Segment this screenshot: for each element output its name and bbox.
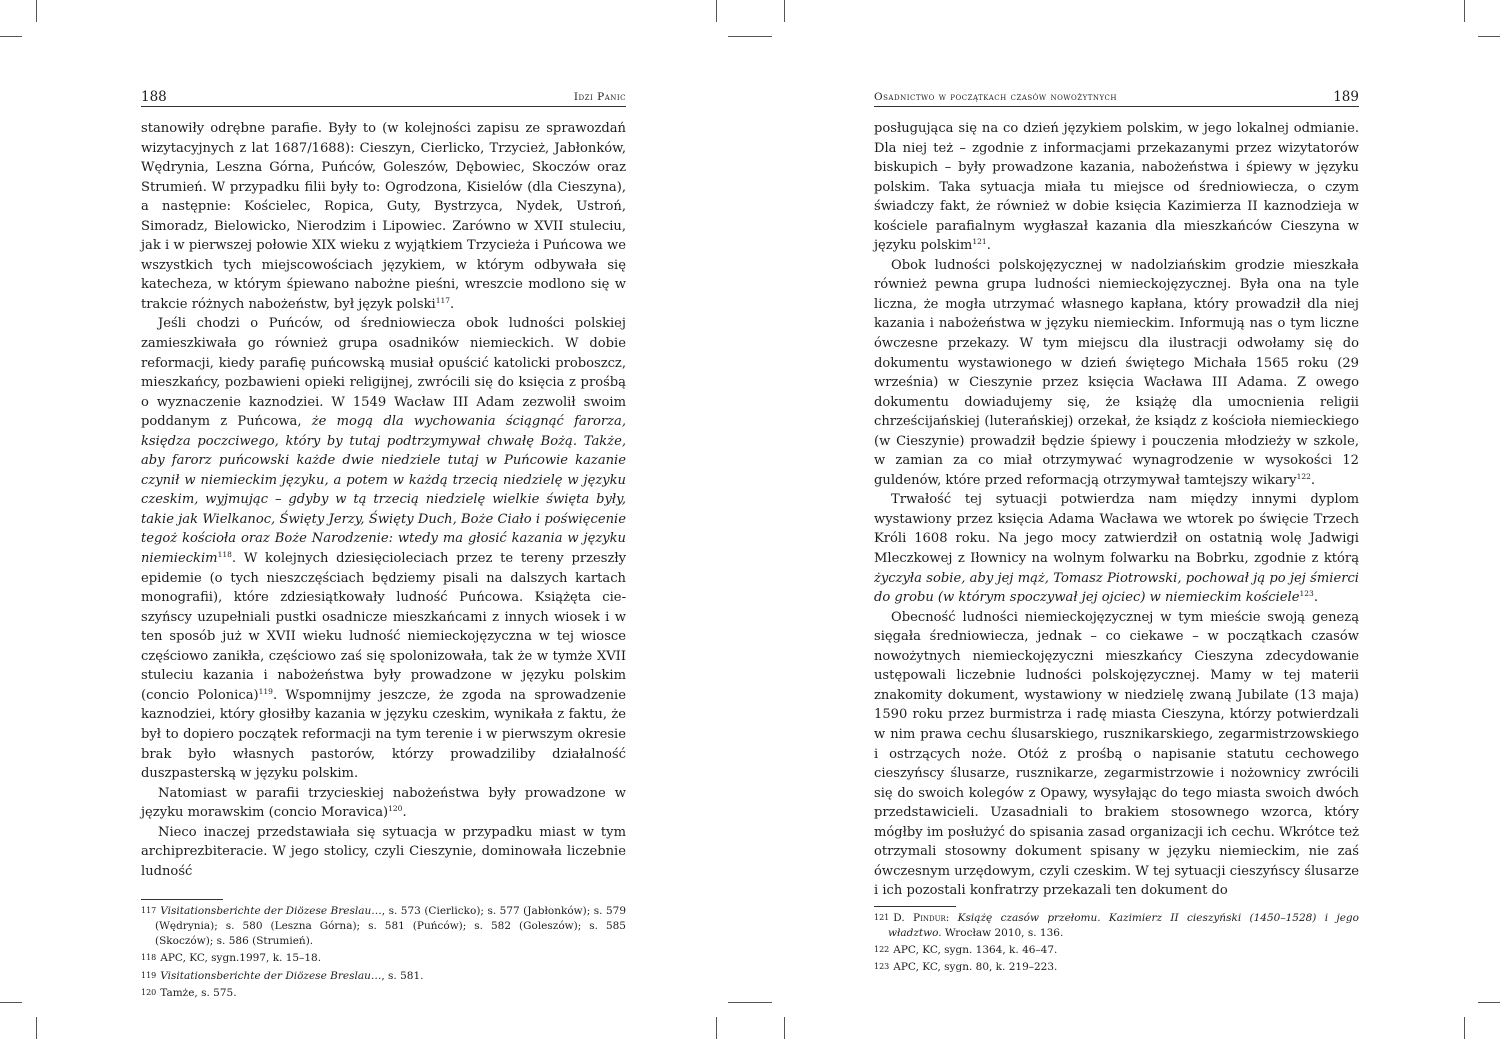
footnote — [874, 911, 1359, 941]
body-text — [874, 119, 1359, 901]
footnote — [874, 960, 1359, 975]
crop-mark — [784, 0, 785, 22]
crop-mark — [1478, 36, 1500, 37]
crop-mark — [36, 1017, 37, 1039]
footnote-text: APC, KC, sygn.1997, k. 15–18. — [160, 952, 322, 965]
paragraph: stanowiły odrębne parafie. Były to (w kolejności zapisu ze sprawozdań wizytacyjnych z lat 1687/1688): Cieszyn, Cierlicko, Trzycież, Jabłonków, Wędrynia, Leszna Górna, Puńców, Goleszów, Dębowiec, Skoczów oraz Strumień. W przypadku filii były to: Ogrodzona, Kisielów (dla Cieszyna), a następnie: Kościelec, Ropica, Guty, Bystrzyca, Nydek, Ustroń, Simoradz, Bielowicko, Nierodzim i Lipowiec. Zarówno w XVII stuleciu, jak i w pierwszej połowie XIX wieku z wyjątkiem Trzycieża i Puńcowa we wszystkich tych miejscowościach językiem, w którym odbywała się katecheza, w którym śpiewano nabożne pieśni, wreszcie modlono się w trakcie różnych nabożeństw, był język polski$^{117}$. — [141, 121, 626, 312]
crop-mark — [750, 36, 772, 37]
paragraph: Obok ludności polskojęzycznej w nadolziańskim grodzie mieszkała również pewna grupa ludności niemieckojęzycznej. Była ona na tyle liczna, że mogła utrzymać własnego kapłana, który prowadził dla niej kazania i nabożeństwa w języku niemieckim. Informują nas o tym liczne ówczesne przekazy. W tym miejscu dla ilustracji odwołamy się do dokumentu wystawionego w dzień świętego Michała 1565 roku (29 września) w Cieszynie przez księcia Wacława III Adama. Z owego dokumentu dowiadujemy się, że książę dla umocnienia religii chrześcijańskiej (luterańskiej) orzekał, że ksiądz z kościoła niemieckiego (w Cieszynie) prowadził będzie śpiewy i pouczenia młodzieży w szkole, w zamian za co miał otrzymywać wynagrodzenie w wysokości 12 guldenów, które przed reformacją otrzymywał tamtejszy wikary$^{122}$. — [874, 257, 1359, 488]
right-page — [874, 86, 1359, 978]
footnote — [141, 904, 626, 948]
paragraph: Trwałość tej sytuacji potwierdza nam między innymi dyplom wystawiony przez księcia Adama Wacława we wtorek po święcie Trzech Króli 1608 roku. Na jego mocy zatwierdził on ostatnią wolę Jadwigi Mleczkowej z Iłownicy na wolnym folwarku na Bobrku, zgodnie z którą życzyła sobie, aby jej mąż, Tomasz Piotrowski, pochował ją po jej śmierci do grobu (w którym spoczywał jej ojciec) w niemieckim kościele$^{123}$. — [874, 492, 1359, 606]
paragraph: Nieco inaczej przedstawiała się sytuacja w przypadku miast w tym archiprezbiteracie. W jego stolicy, czyli Cieszynie, dominowała liczebnie ludność — [141, 824, 626, 879]
left-page — [141, 86, 626, 1003]
paragraph: Obecność ludności niemieckojęzycznej w tym mieście swoją genezą sięgała średniowiecza, jednak – co ciekawe – w początkach czasów nowożytnych niemieckojęzyczni mieszkańcy Cieszyna zdecydowanie ustępowali liczebnie ludności polskojęzycznej. Mamy w tej materii znakomity dokument, wystawiony w niedzielę zwaną Jubilate (13 maja) 1590 roku przez burmistrza i radę miasta Cieszyna, którzy potwierdzali w nim prawa cechu ślusarskiego, rusznikarskiego, zegarmistrzowskiego i ostrzących noże. Otóż z prośbą o napisanie statutu cechowego cieszyńscy ślusarze, rusznikarze, zegarmistrzowie i nożownicy zwrócili się do swoich kolegów z Opawy, wysyłając do tego miasta swoich dwóch przedstawicieli. Uzasadniali to brakiem stosownego wzorca, który mógłby im posłużyć do spisania zasad organizacji ich cechu. Wkrótce też otrzymali stosowny dokument spisany w języku niemieckim, nie zaś ówczesnym urzędowym, czyli czeskim. W tej sytuacji cieszyńscy ślusarze i ich pozostali konfratrzy przekazali ten dokument do — [874, 609, 1359, 899]
footnote-text: Tamże, s. 575. — [160, 986, 237, 999]
footnote-text: APC, KC, sygn. 1364, k. 46–47. — [893, 943, 1058, 956]
crop-mark — [784, 1017, 785, 1039]
footnote-text: Visitationsberichte der Diözese Breslau…, s. 573 (Cierlicko); s. 577 (Jabłonków); s. 579 (Wędrynia); s. 580 (Leszna Górna); s. 581 (Puńców); s. 582 (Goleszów); s. 585 (Skoczów); s. 586 (Strumień). — [155, 905, 626, 947]
crop-mark — [728, 36, 750, 37]
footnote — [874, 943, 1359, 958]
footnote — [141, 951, 626, 966]
paragraph: Natomiast w parafii trzycieskiej nabożeństwa były prowadzone w języku morawskim (concio Moravica)$^{120}$. — [141, 785, 626, 821]
crop-mark — [1464, 1017, 1465, 1039]
page-number: 188 — [141, 89, 167, 105]
footnote-text: Visitationsberichte der Diözese Breslau…, s. 581. — [160, 969, 424, 982]
crop-mark — [1478, 1002, 1500, 1003]
crop-mark — [728, 1002, 750, 1003]
footnote-text: D. Pindur: Książę czasów przełomu. Kazimierz II cieszyński (1450–1528) i jego władztwo. Wrocław 2010, s. 136. — [888, 911, 1359, 939]
footnote-separator — [141, 899, 223, 900]
running-head-chapter: Osadnictwo w początkach czasów nowożytnych — [874, 91, 1117, 103]
running-head — [141, 86, 626, 107]
footnote-number: 118 — [141, 953, 157, 963]
crop-mark — [716, 1017, 717, 1039]
footnote-text: APC, KC, sygn. 80, k. 219–223. — [893, 961, 1058, 974]
body-text — [141, 119, 626, 881]
running-head — [874, 86, 1359, 107]
crop-mark — [750, 1002, 772, 1003]
running-head-author: Idzi Panic — [573, 91, 626, 103]
footnote-number: 120 — [141, 987, 157, 997]
crop-mark — [1464, 0, 1465, 22]
footnote — [141, 969, 626, 984]
footnote-number: 117 — [141, 906, 157, 916]
crop-mark — [0, 1002, 22, 1003]
footnotes — [874, 911, 1359, 975]
footnote — [141, 986, 626, 1001]
crop-mark — [0, 36, 22, 37]
crop-mark — [36, 0, 37, 22]
footnote-number: 122 — [874, 944, 890, 954]
footnote-number: 119 — [141, 970, 157, 980]
footnote-number: 123 — [874, 962, 890, 972]
page-number: 189 — [1333, 89, 1359, 105]
crop-mark — [716, 0, 717, 22]
footnote-separator — [874, 906, 956, 907]
footnotes — [141, 904, 626, 1000]
paragraph: posługująca się na co dzień językiem polskim, w jego lokalnej odmianie. Dla niej też – zgodnie z informacjami przekazanymi przez wizytatorów biskupich – były prowadzone kazania, nabożeństwa i śpiewy w języku polskim. Taka sytuacja miała tu miejsce od średniowiecza, o czym świadczy fakt, że również w dobie księcia Kazimierza II kaznodzieja w kościele parafialnym wygłaszał kazania dla mieszkańców Cieszyna w języku polskim$^{121}$. — [874, 121, 1359, 254]
paragraph: Jeśli chodzi o Puńców, od średniowiecza obok ludności polskiej zamieszkiwała go również grupa osadników niemieckich. W dobie reformacji, kiedy parafię puńcowską musiał opuścić katolicki proboszcz, mieszkańcy, pozbawieni opieki religijnej, zwrócili się do księcia z prośbą o wyznaczenie kaznodziei. W 1549 Wacław III Adam zezwolił swoim poddanym z Puńcowa, że mogą dla wychowania ściągnąć farorza, księdza poczciwego, który by tutaj podtrzymywał chwałę Bożą. Także, aby farorz puńcowski każde dwie niedziele tutaj w Puńcowie kazanie czynił w niemieckim języku, a potem w każdą trzecią niedzielę w języku czeskim, wyjmując – gdyby w tą trzecią niedzielę wielkie święta były, takie jak Wielkanoc, Święty Jerzy, Święty Duch, Boże Ciało i poświęcenie tegoż kościoła oraz Boże Narodzenie: wtedy ma głosić kazania w języku niemieckim$^{118}$. W kolejnych dziesięcioleciach przez te tereny przeszły epidemie (o tych nieszczęściach będziemy pisali na dalszych kartach monografii), które zdziesiątkowały ludność Puńcowa. Książęta cieszyńscy uzupełniali pustki osadnicze mieszkańcami z innych wiosek i w ten sposób już w XVII wieku ludność niemieckojęzyczna w tej wiosce częściowo zanikła, częściowo zaś się spolonizowała, tak że w tymże XVII stuleciu kazania i nabożeństwa były prowadzone w języku polskim (concio Polonica)$^{119}$. Wspomnijmy jeszcze, że zgoda na sprowadzenie kaznodziei, który głosiłby kazania w języku czeskim, wynikała z faktu, że był to dopiero początek reformacji na tym terenie i w pierwszym okresie brak było własnych pastorów, którzy prowadziliby działalność duszpasterską w języku polskim. — [141, 316, 626, 782]
footnote-number: 121 — [874, 912, 890, 922]
